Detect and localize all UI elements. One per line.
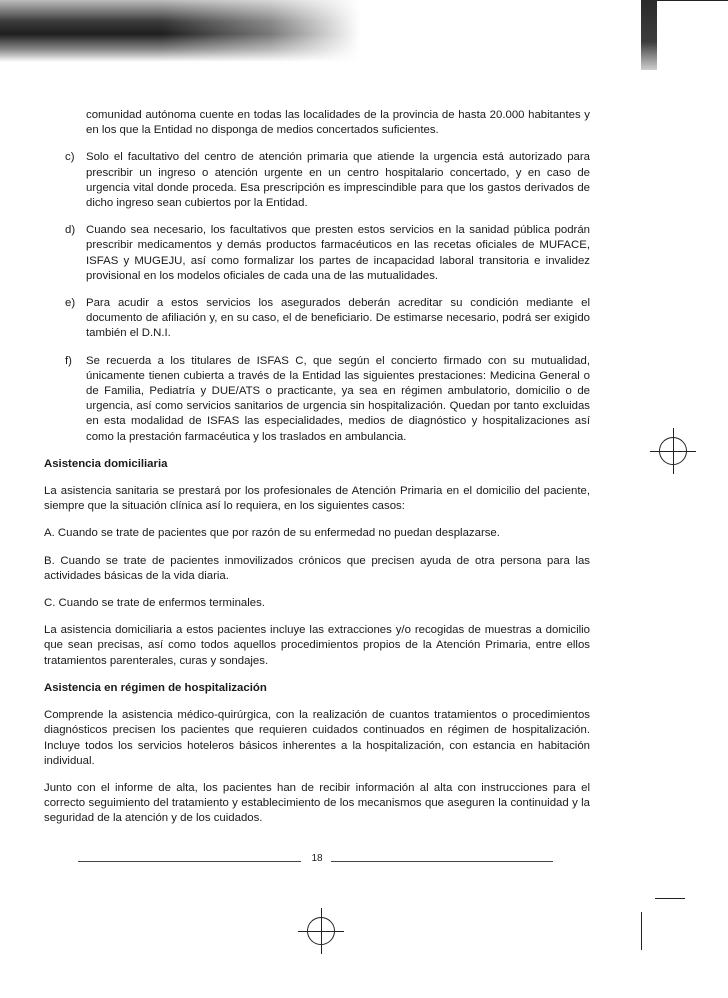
- paragraph: A. Cuando se trate de pacientes que por razón de su enfermedad no puedan desplazarse.: [44, 527, 500, 540]
- paragraph: Junto con el informe de alta, los pacientes han de recibir información al alta con instrucciones para el correcto seguimiento del tratamiento y establecimiento de los mecanismos que aseguren la continuidad y la seguridad de la atención y de los cuidados.: [44, 781, 590, 825]
- list-item: [44, 296, 590, 342]
- paragraph: Comprende la asistencia médico-quirúrgica, con la realización de cuantos tratamientos o procedimientos diagnósticos precisen los pacientes que requieren cuidados continuados en régimen de hospitalización. Incluye todos los servicios hoteleros básicos inherentes a la hospitalización, con estancia en habitación individual.: [44, 709, 590, 767]
- list-item-letter: f): [65, 354, 72, 367]
- footer-rule-right: [331, 861, 553, 862]
- paragraph: La asistencia sanitaria se prestará por los profesionales de Atención Primaria en el domicilio del paciente, siempre que la situación clínica así lo requiera, en los siguientes casos:: [44, 485, 590, 513]
- list-item-letter: d): [65, 224, 76, 237]
- page-number: 18: [311, 853, 323, 864]
- list-item-text: Solo el facultativo del centro de atención primaria que atiende la urgencia está autorizado para prescribir un ingreso o atención urgente en un centro hospitalario concertado, y en caso de urgencia vital donde proceda. Esa prescripción es imprescindible para que los gastos derivados de dicho ingreso sean cubiertos por la Entidad.: [86, 151, 590, 210]
- registration-mark-icon: [307, 917, 335, 945]
- paragraph: La asistencia domiciliaria a estos pacientes incluye las extracciones y/o recogidas de muestras a domicilio que sean precisas, así como todos aquellos procedimientos propios de la Atención Primaria, entre ellos tratamientos parenterales, curas y sondajes.: [44, 624, 590, 667]
- section-heading-hospitalization: Asistencia en régimen de hospitalización: [44, 681, 267, 694]
- paragraph: B. Cuando se trate de pacientes inmovilizados crónicos que precisen ayuda de otra persona para las actividades básicas de la vida diaria.: [44, 554, 590, 582]
- list-item-text: Se recuerda a los titulares de ISFAS C, que según el concierto firmado con su mutualidad, únicamente tienen cubierta a través de la Entidad las siguientes prestaciones: Medicina General o de Familia, Pediatría y DUE/ATS o practicante, ya sea en régimen ambulatorio, domicilio o de urgencia, así como servicios sanitarios de urgencia sin hospitalización. Quedan por tanto excluidas en esta modalidad de ISFAS las especialidades, medios de diagnóstico y hospitalizaciones así como la prestación farmacéutica y los traslados en ambulancia.: [86, 354, 590, 443]
- continuation-paragraph: comunidad autónoma cuente en todas las localidades de la provincia de hasta 20.000 habitantes y en los que la Entidad no disponga de medios concertados suficientes.: [86, 109, 590, 137]
- section-heading-home-care: Asistencia domiciliaria: [44, 457, 168, 470]
- footer-rule-left: [78, 861, 301, 862]
- list-item-letter: e): [65, 297, 76, 310]
- registration-mark-icon: [659, 437, 687, 465]
- paragraph: C. Cuando se trate de enfermos terminales.: [44, 597, 265, 610]
- crop-mark: [641, 912, 642, 950]
- crop-mark: [657, 0, 728, 1]
- list-item-text: Para acudir a estos servicios los asegurados deberán acreditar su condición mediante el documento de afiliación y, en su caso, el de beneficiario. De estimarse necesario, podrá ser exigido también el D.N.I.: [86, 297, 590, 340]
- list-item-text: Cuando sea necesario, los facultativos que presten estos servicios en la sanidad pública podrán prescribir medicamentos y demás productos farmacéuticos en las recetas oficiales de MUFACE, ISFAS y MUGEJU, así como formalizar los partes de incapacidad laboral transitoria e invalidez provisional en los modelos oficiales de cada una de las mutualidades.: [86, 224, 590, 282]
- page-content: [44, 108, 590, 839]
- crop-mark: [655, 898, 685, 899]
- list-item: [44, 223, 590, 284]
- list-item-letter: c): [65, 151, 75, 164]
- header-decorative-band: [0, 0, 360, 62]
- list-item: [44, 354, 590, 445]
- list-item: [44, 150, 590, 211]
- header-decorative-bar: [641, 0, 657, 70]
